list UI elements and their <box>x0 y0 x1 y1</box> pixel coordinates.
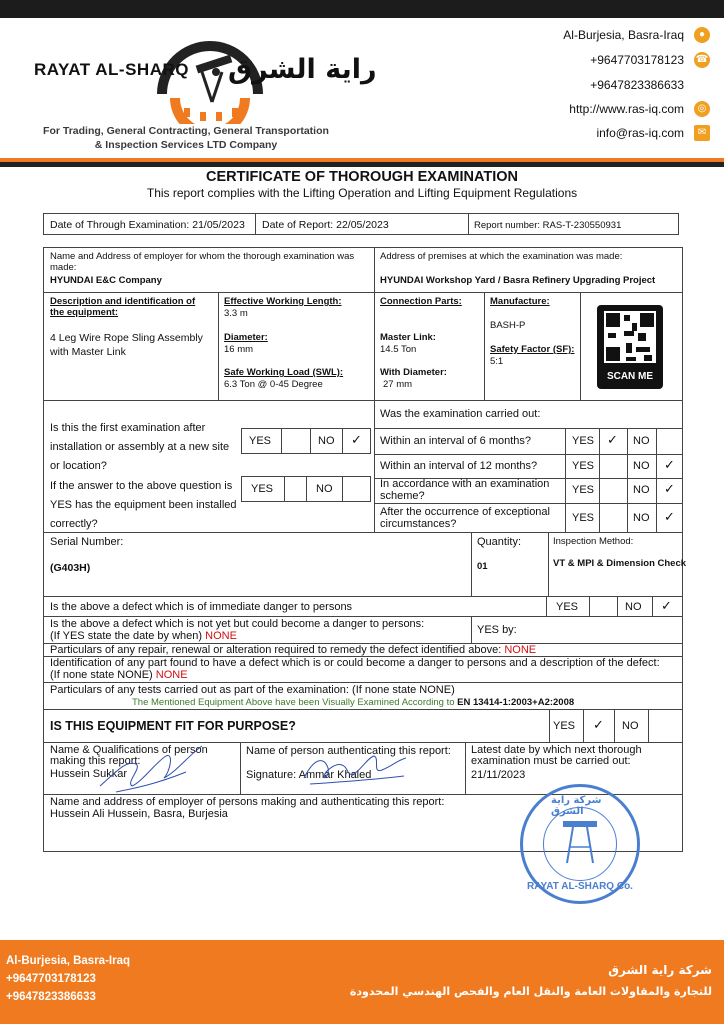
divider <box>548 532 549 596</box>
phone-icon: ☎ <box>694 52 710 68</box>
certificate-subtitle: This report complies with the Lifting Operation and Lifting Equipment Regulations <box>146 186 578 200</box>
immediate-yes[interactable]: YES <box>556 601 579 613</box>
qr-scan-label: SCAN ME <box>606 371 654 382</box>
company-stamp <box>520 784 640 904</box>
date-exam-field: Date of Through Examination: 21/05/2023 <box>50 219 245 231</box>
swl-value: 6.3 Ton @ 0-45 Degree <box>224 379 323 390</box>
divider <box>218 292 219 400</box>
exceptional-yes[interactable]: YES <box>572 512 595 524</box>
divider <box>374 503 683 504</box>
divider <box>468 213 469 235</box>
divider <box>374 400 375 532</box>
fit-yes[interactable]: YES <box>553 720 576 732</box>
not-yet-date: (If YES state the date by when) NONE <box>50 630 237 642</box>
footer-phone-2: +9647823386633 <box>6 991 96 1003</box>
stamp-derrick-icon <box>559 817 601 867</box>
divider <box>580 292 581 400</box>
manufacture-label: Manufacture: <box>490 296 550 307</box>
qr-code[interactable] <box>597 305 663 389</box>
stamp-text-en: RAYAT AL-SHARQ Co. <box>527 881 633 892</box>
next-exam-label: Latest date by which next thorough examination must be carried out: <box>471 744 642 767</box>
diameter-label: Diameter: <box>224 332 268 343</box>
signoff-employer-value: Hussein Ali Hussein, Basra, Burjesia <box>50 808 228 820</box>
signature-field: Signature: Ammar Khaled <box>246 769 372 781</box>
maker-signature <box>96 742 206 802</box>
master-link-value: 14.5 Ton <box>380 344 417 355</box>
contact-email[interactable]: info@ras-iq.com <box>596 126 684 140</box>
footer-address: Al-Burjesia, Basra-Iraq <box>6 955 130 967</box>
brand-name-en: RAYAT AL-SHARQ <box>34 60 189 79</box>
divider <box>255 213 256 235</box>
sf-value: 5:1 <box>490 356 504 367</box>
divider <box>284 476 285 502</box>
divider <box>43 709 683 710</box>
divider <box>374 454 683 455</box>
divider <box>589 596 590 616</box>
divider <box>43 616 683 617</box>
divider <box>374 247 375 400</box>
divider <box>652 596 653 616</box>
divider <box>471 532 472 596</box>
divider <box>240 742 241 794</box>
divider <box>617 596 618 616</box>
not-yet-danger-question: Is the above a defect which is not yet but could become a danger to persons: <box>50 618 425 630</box>
fit-yes-check: ✓ <box>593 717 604 732</box>
scheme-yes[interactable]: YES <box>572 484 595 496</box>
contact-website[interactable]: http://www.ras-iq.com <box>569 102 684 116</box>
method-label: Inspection Method: <box>553 536 634 547</box>
tagline-line-1: For Trading, General Contracting, General Transportation <box>43 125 329 137</box>
divider <box>471 616 472 643</box>
contact-phone-1: +9647703178123 <box>590 53 684 67</box>
identification-answer: (If none state NONE) NONE <box>50 669 188 681</box>
certificate-title: CERTIFICATE OF THOROUGH EXAMINATION <box>205 169 518 185</box>
six-months-yes[interactable]: YES <box>572 435 595 447</box>
divider <box>43 292 683 293</box>
company-tagline <box>36 124 336 152</box>
premises-label: Address of premises at which the examination was made: <box>380 251 623 262</box>
immediate-no[interactable]: NO <box>625 601 642 613</box>
description-label: Description and identification of the equipment: <box>50 296 196 318</box>
divider <box>484 292 485 400</box>
six-months-question: Within an interval of 6 months? <box>380 435 532 447</box>
carried-out-question: Was the examination carried out: <box>380 408 541 420</box>
connection-label: Connection Parts: <box>380 296 462 307</box>
scheme-question: In accordance with an examination scheme? <box>380 478 550 502</box>
employer-label: Name and Address of employer for whom the thorough examination was made: <box>50 251 355 273</box>
divider <box>599 428 600 532</box>
master-link-label: Master Link: <box>380 332 436 343</box>
divider <box>306 476 307 502</box>
header-rule-dark <box>0 162 724 167</box>
mail-icon: ✉ <box>694 125 710 141</box>
first-exam-question: Is this the first examination after installation or assembly at a new site or location? <box>50 422 230 472</box>
report-number-field: Report number: RAS-T-230550931 <box>474 220 622 231</box>
six-months-yes-check: ✓ <box>607 432 618 447</box>
brand-name-ar: راية الشرق <box>228 54 377 85</box>
divider <box>43 596 683 597</box>
six-months-no[interactable]: NO <box>633 435 650 447</box>
contact-phone-2: +9647823386633 <box>590 78 684 92</box>
description-value: 4 Leg Wire Rope Sling Assembly with Master Link <box>50 332 203 358</box>
swl-label: Safe Working Load (SWL): <box>224 367 344 378</box>
twelve-months-question: Within an interval of 12 months? <box>380 460 538 472</box>
divider <box>565 428 566 532</box>
ewl-label: Effective Working Length: <box>224 296 342 307</box>
exceptional-question: After the occurrence of exceptional circumstances? <box>380 506 550 530</box>
fit-no[interactable]: NO <box>622 720 639 732</box>
repair-field: Particulars of any repair, renewal or alteration required to remedy the defect identified above: NONE <box>50 644 537 656</box>
divider <box>614 709 615 742</box>
serial-label: Serial Number: <box>50 536 124 548</box>
divider <box>43 400 683 401</box>
twelve-months-yes[interactable]: YES <box>572 460 595 472</box>
tests-note: The Mentioned Equipment Above have been Visually Examined According to EN 13414-1:2003+A2:2008 <box>132 697 575 708</box>
twelve-months-no-check: ✓ <box>664 457 675 472</box>
manufacture-value: BASH-P <box>490 320 526 331</box>
stamp-text-ar: شركة راية الشرق <box>551 795 602 817</box>
signoff-employer-label: Name and address of employer of persons making and authenticating this report: <box>50 796 445 808</box>
divider <box>546 596 547 616</box>
divider <box>310 428 311 454</box>
employer-value: HYUNDAI E&C Company <box>50 275 162 286</box>
first-exam-yes[interactable]: YES <box>249 435 272 447</box>
footer-company-ar: شركة راية الشرق <box>608 963 712 977</box>
location-icon: ● <box>694 27 710 43</box>
scheme-no-check: ✓ <box>664 481 675 496</box>
immediate-danger-question: Is the above a defect which is of immediate danger to persons <box>50 601 353 613</box>
installed-no[interactable]: NO <box>316 483 333 495</box>
ewl-value: 3.3 m <box>224 308 248 319</box>
with-diameter-value: 27 mm <box>383 379 413 390</box>
installed-yes[interactable]: YES <box>251 483 274 495</box>
divider <box>281 428 282 454</box>
yes-by-label: YES by: <box>477 624 517 636</box>
next-exam-value: 21/11/2023 <box>471 769 526 781</box>
maker-value: Hussein Sukkar <box>50 768 128 780</box>
sf-label: Safety Factor (SF): <box>490 344 575 355</box>
scheme-no[interactable]: NO <box>633 484 650 496</box>
first-exam-no[interactable]: NO <box>318 435 335 447</box>
qr-pattern <box>604 311 656 363</box>
divider <box>465 742 466 794</box>
divider <box>627 428 628 532</box>
divider <box>43 682 683 683</box>
divider <box>342 476 343 502</box>
divider <box>374 428 683 429</box>
footer-phone-1: +9647703178123 <box>6 973 96 985</box>
tagline-line-2: & Inspection Services LTD Company <box>94 139 278 151</box>
installed-correctly-question: If the answer to the above question is YES has the equipment been installed correctly? <box>50 480 237 530</box>
exceptional-no[interactable]: NO <box>633 512 650 524</box>
premises-value: HYUNDAI Workshop Yard / Basra Refinery Upgrading Project <box>380 275 656 286</box>
divider <box>583 709 584 742</box>
top-bar <box>0 0 724 18</box>
quantity-value: 01 <box>477 561 488 572</box>
footer-company-ar-desc: للتجارة والمقاولات العامة والنقل العام والفحص الهندسي المحدودة <box>349 985 712 998</box>
fit-for-purpose-question: IS THIS EQUIPMENT FIT FOR PURPOSE? <box>50 719 296 733</box>
diameter-value: 16 mm <box>224 344 254 355</box>
footer <box>0 940 724 1024</box>
authenticator-signature <box>300 748 410 793</box>
maker-label: Name & Qualifications of person making this report: <box>50 744 208 767</box>
quantity-label: Quantity: <box>477 536 522 548</box>
divider <box>549 709 550 742</box>
auth-label: Name of person authenticating this report: <box>246 745 451 757</box>
globe-icon: ◎ <box>694 101 710 117</box>
divider <box>648 709 649 742</box>
divider <box>656 428 657 532</box>
date-report-field: Date of Report: 22/05/2023 <box>262 219 389 231</box>
method-value: VT & MPI & Dimension Check <box>553 558 687 569</box>
first-exam-no-check: ✓ <box>351 432 362 447</box>
identification-question: Identification of any part found to have a defect which is or could become a danger to persons and a description of the defect: <box>50 657 660 669</box>
tests-question: Particulars of any tests carried out as part of the examination: (If none state NONE) <box>50 684 455 696</box>
divider <box>342 428 343 454</box>
immediate-no-check: ✓ <box>661 598 672 613</box>
with-diameter-label: With Diameter: <box>380 367 447 378</box>
serial-value: (G403H) <box>50 562 91 574</box>
exceptional-no-check: ✓ <box>664 509 675 524</box>
twelve-months-no[interactable]: NO <box>633 460 650 472</box>
contact-address: Al-Burjesia, Basra-Iraq <box>563 28 684 42</box>
